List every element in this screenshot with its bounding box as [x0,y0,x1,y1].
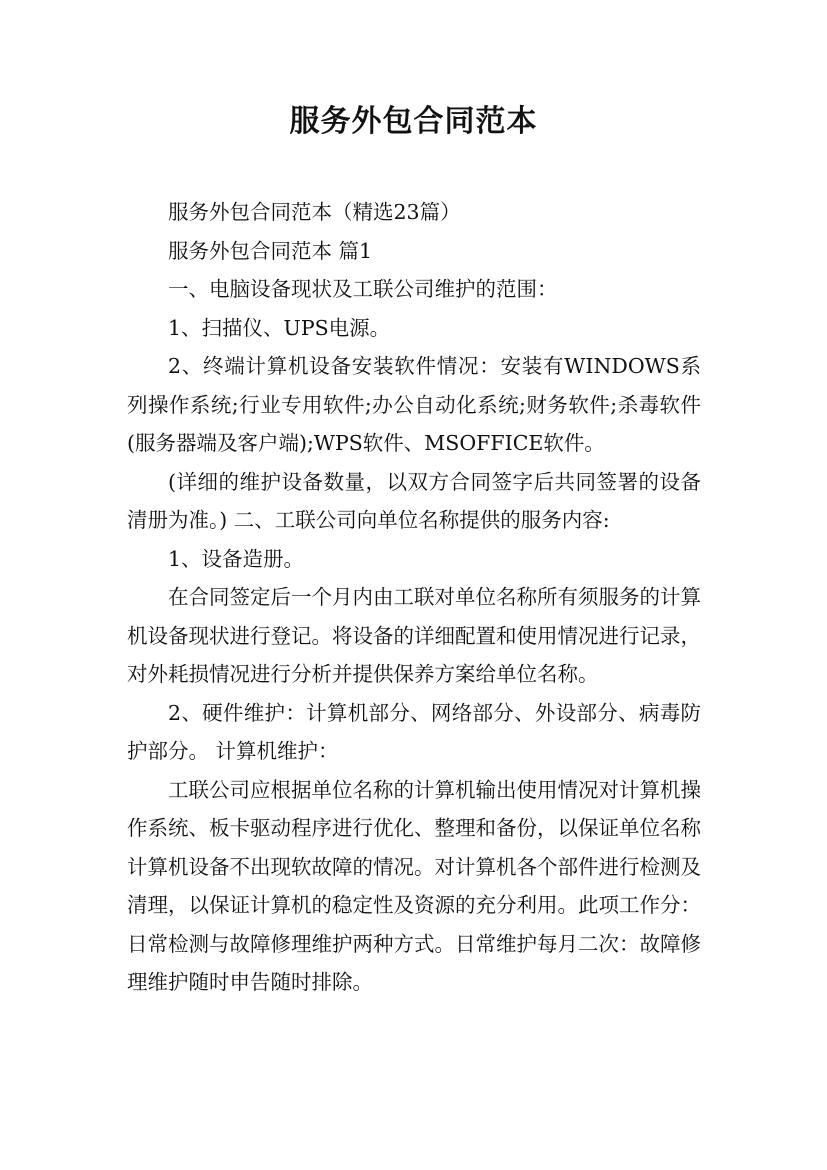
paragraph-item-1: 1、扫描仪、UPS电源。 [168,315,391,340]
paragraph-section-heading: 服务外包合同范本 篇1 [168,238,373,263]
document-body [127,193,701,1002]
document-title: 服务外包合同范本 [289,104,538,139]
paragraph-note: (详细的维护设备数量，以双方合同签字后共同签署的设备清册为准。) 二、工联公司向单位名称提供的服务内容: [127,469,701,532]
paragraph-scope-heading: 一、电脑设备现状及工联公司维护的范围： [168,277,558,301]
paragraph-registration: 1、设备造册。 [168,546,305,571]
paragraph-hardware-maintenance: 2、硬件维护：计算机部分、网络部分、外设部分、病毒防护部分。 计算机维护： [127,700,701,763]
paragraph-subtitle: 服务外包合同范本（精选23篇） [168,200,461,224]
paragraph-registration-detail: 在合同签定后一个月内由工联对单位名称所有须服务的计算机设备现状进行登记。将设备的详细配置和使用情况进行记录，对外耗损情况进行分析并提供保养方案给单位名称。 [127,585,701,686]
paragraph-computer-maintenance-detail: 工联公司应根据单位名称的计算机输出使用情况对计算机操作系统、板卡驱动程序进行优化、整理和备份，以保证单位名称计算机设备不出现软故障的情况。对计算机各个部件进行检测及清理，以保证计算机的稳定性及资源的充分利用。此项工作分：日常检测与故障修理维护两种方式。日常维护每月二次：故障修理维护随时申告随时排除。 [127,777,701,994]
paragraph-item-2: 2、终端计算机设备安装软件情况：安装有WINDOWS系列操作系统;行业专用软件;办公自动化系统;财务软件;杀毒软件(服务器端及客户端);WPS软件、MSOFFICE软件。 [127,354,701,455]
